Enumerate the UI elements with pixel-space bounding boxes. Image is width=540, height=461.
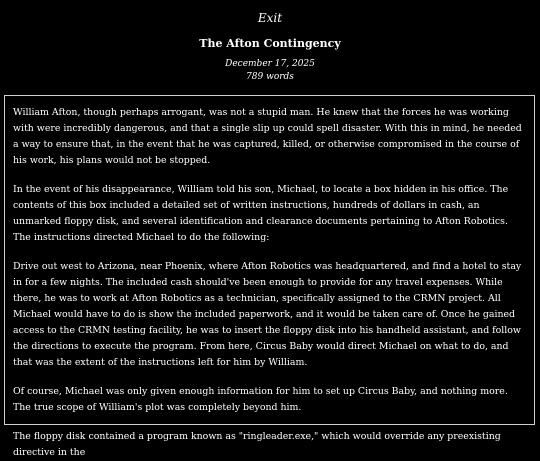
story-paragraph: Drive out west to Arizona, near Phoenix, where Afton Robotics was headquartered, and find a hotel to stay in for a few nights. The included cash should've been enough to provide for any travel expenses. While there, he was to work at Afton Robotics as a technician, specifically assigned to the CRMN project. All Michael would have to do is show the included paperwork, and it would be taken care of. Once he gained access to the CRMN testing facility, he was to insert the floppy disk into his handheld assistant, and follow the directions to execute the program. From here, Circus Baby would direct Michael on what to do, and that was the extent of the instructions left for him by William.: [13, 261, 522, 368]
story-date: December 17, 2025: [225, 59, 315, 69]
story-title: The Afton Contingency: [199, 37, 341, 50]
story-text-box[interactable]: [4, 95, 535, 458]
story-paragraph: William Afton, though perhaps arrogant, was not a stupid man. He knew that the forces he was working with were incredibly dangerous, and that a single slip up could spell disaster. With this in mind, he needed a way to ensure that, in the event that he was captured, killed, or otherwise compromised in the course of his work, his plans would not be stopped.: [13, 107, 522, 166]
story-paragraph: Of course, Michael was only given enough information for him to set up Circus Baby, and nothing more. The true scope of William's plot was completely beyond him.: [13, 386, 508, 413]
word-count: 789 words: [246, 72, 294, 82]
exit-link[interactable]: Exit: [257, 11, 283, 25]
story-paragraph: The floppy disk contained a program known as "ringleader.exe," which would override any preexisting directive in the: [13, 431, 501, 458]
story-paragraph: In the event of his disappearance, William told his son, Michael, to locate a box hidden in his office. The contents of this box included a detailed set of written instructions, hundreds of dollars in cash, an unmarked floppy disk, and several identification and clearance documents pertaining to Afton Robotics. The instructions directed Michael to do the following:: [13, 184, 509, 243]
